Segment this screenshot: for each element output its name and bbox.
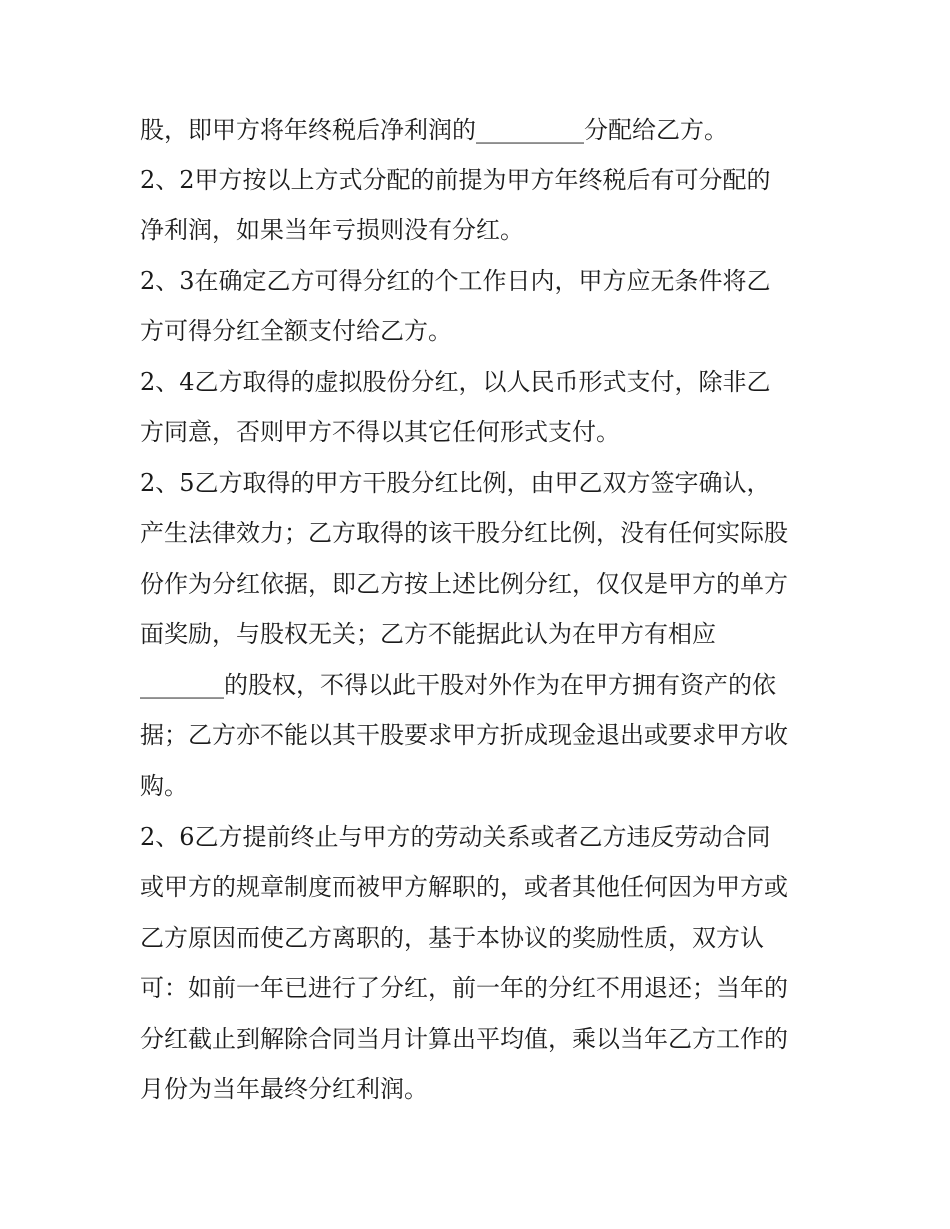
text-line: 净利润，如果当年亏损则没有分红。 [140,216,524,244]
text-line: 面奖励，与股权无关；乙方不能据此认为在甲方有相应 [140,620,716,648]
text-line: 2、2甲方按以上方式分配的前提为甲方年终税后有可分配的 [140,166,771,194]
text-line: 2、6乙方提前终止与甲方的劳动关系或者乙方违反劳动合同 [140,823,771,851]
text-line: 份作为分红依据，即乙方按上述比例分红，仅仅是甲方的单方 [140,570,788,598]
text-line: 2、5乙方取得的甲方干股分红比例，由甲乙双方签字确认， [140,469,771,497]
text-line: 据；乙方亦不能以其干股要求甲方折成现金退出或要求甲方收 [140,721,788,749]
text-line: 2、3在确定乙方可得分红的个工作日内，甲方应无条件将乙 [140,267,771,295]
text-line: 产生法律效力；乙方取得的该干股分红比例，没有任何实际股 [140,519,788,547]
text-line: 2、4乙方取得的虚拟股份分红，以人民币形式支付，除非乙 [140,368,771,396]
text-line: 方同意，否则甲方不得以其它任何形式支付。 [140,418,620,446]
text-line: 股，即甲方将年终税后净利润的_________分配给乙方。 [140,116,728,144]
text-line: 购。 [140,772,188,800]
text-line: 可：如前一年已进行了分红，前一年的分红不用退还；当年的 [140,974,788,1002]
text-line: _______的股权，不得以此干股对外作为在甲方拥有资产的依 [140,671,776,699]
text-line: 分红截止到解除合同当月计算出平均值，乘以当年乙方工作的 [140,1025,788,1053]
text-line: 乙方原因而使乙方离职的，基于本协议的奖励性质，双方认 [140,924,764,952]
text-line: 方可得分红全额支付给乙方。 [140,317,452,345]
text-line: 月份为当年最终分红利润。 [140,1075,428,1103]
text-line: 或甲方的规章制度而被甲方解职的，或者其他任何因为甲方或 [140,873,788,901]
